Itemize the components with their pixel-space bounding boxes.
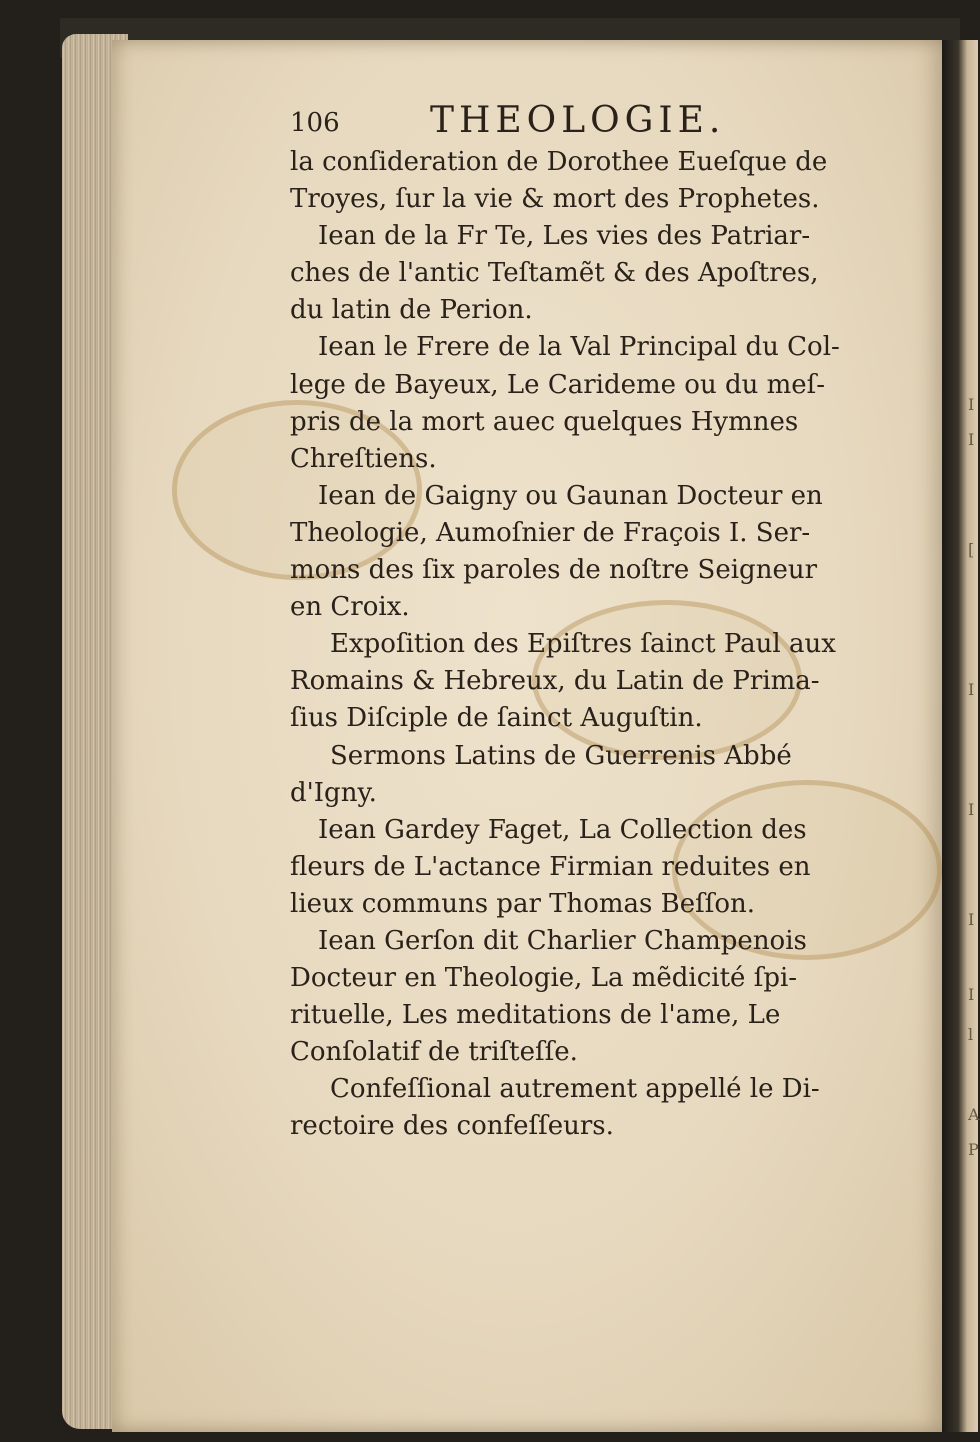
adjacent-page-fragment: l (968, 1025, 974, 1044)
adjacent-page-fragment: I (968, 910, 975, 929)
text-line: Expoſition des Epiſtres ſainct Paul aux (330, 629, 836, 660)
text-line: pris de la mort auec quelques Hymnes (290, 406, 799, 437)
adjacent-page-fragment: [ (968, 540, 975, 559)
text-line: Iean Gerſon dit Charlier Champenois (318, 925, 807, 956)
running-head (290, 100, 900, 144)
text-line: mons des ſix paroles de noſtre Seigneur (290, 555, 818, 586)
adjacent-page-fragment: I (968, 985, 975, 1004)
text-line: Docteur en Theologie, La mẽdicité ſpi- (290, 963, 798, 994)
adjacent-page-fragment: P (968, 1140, 979, 1159)
adjacent-page-fragment: A (968, 1105, 980, 1124)
text-line: Theologie, Aumoſnier de Fraçois I. Ser- (290, 517, 811, 548)
adjacent-page-fragment: I (968, 800, 975, 819)
book-gutter (942, 40, 978, 1432)
text-line: Romains & Hebreux, du Latin de Prima- (290, 666, 820, 697)
text-line: fleurs de L'actance Firmian reduites en (290, 851, 811, 882)
running-title: THEOLOGIE. (430, 100, 726, 141)
page-text (290, 100, 900, 1146)
text-line: lege de Bayeux, Le Carideme ou du meſ- (290, 369, 826, 400)
text-line: Conſolatif de triſteſſe. (290, 1037, 578, 1068)
text-line: rituelle, Les meditations de l'ame, Le (290, 1000, 781, 1031)
page-number: 106 (290, 108, 340, 138)
text-line: rectoire des confeſſeurs. (290, 1111, 614, 1142)
text-line: Iean le Frere de la Val Principal du Col- (318, 332, 840, 363)
adjacent-page-fragment: I (968, 430, 975, 449)
text-line: d'Igny. (290, 777, 377, 808)
text-line: Sermons Latins de Guerrenis Abbé (330, 740, 792, 771)
adjacent-page-fragment: I (968, 680, 975, 699)
text-line: la conſideration de Dorothee Eueſque de (290, 147, 828, 177)
text-line: Iean de la Fr Te, Les vies des Patriar- (318, 221, 811, 252)
text-line: du latin de Perion. (290, 295, 533, 326)
text-line: en Croix. (290, 592, 410, 623)
text-line: ches de l'antic Teſtamẽt & des Apoſtres, (290, 258, 819, 289)
text-line: Confeſſional autrement appellé le Di- (330, 1074, 820, 1105)
text-line: ſius Diſciple de ſainct Auguſtin. (290, 703, 703, 734)
text-line: lieux communs par Thomas Beſſon. (290, 888, 756, 919)
text-line: Chreſtiens. (290, 443, 437, 474)
text-line: Troyes, ſur la vie & mort des Prophetes. (290, 184, 820, 215)
text-line: Iean Gardey Faget, La Collection des (318, 814, 807, 845)
text-line: Iean de Gaigny ou Gaunan Docteur en (318, 480, 823, 511)
adjacent-page-fragment: I (968, 395, 975, 414)
